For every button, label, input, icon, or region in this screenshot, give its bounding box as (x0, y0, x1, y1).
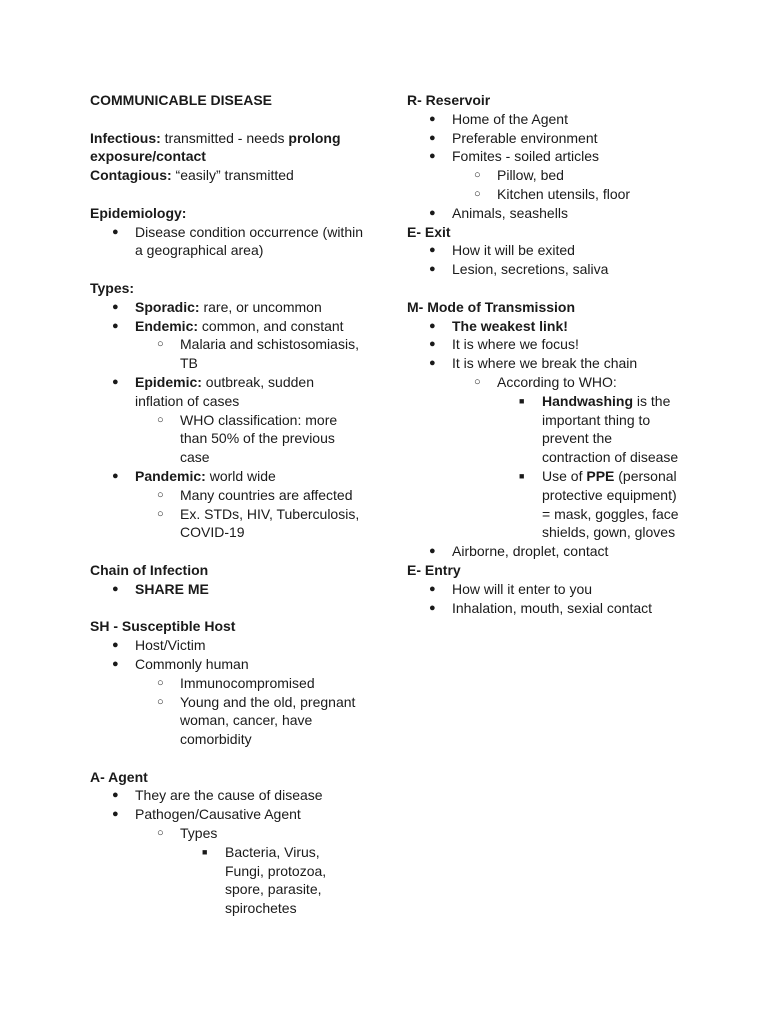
list-subsubitem-cont: = mask, goggles, face (542, 505, 679, 522)
list-item: ● Inhalation, mouth, sexial contact (429, 599, 653, 616)
circle-bullet-icon: ○ (157, 413, 164, 426)
list-item: ● Animals, seashells (429, 204, 568, 221)
bullet-icon: ● (112, 469, 119, 482)
circle-bullet-icon: ○ (157, 676, 164, 689)
list-subitem-cont: case (180, 449, 210, 466)
infectious-definition-cont: exposure/contact (90, 148, 206, 165)
list-item: ● How it will be exited (429, 242, 575, 259)
bullet-icon: ● (429, 112, 436, 125)
chain-heading: Chain of Infection (90, 561, 209, 578)
list-item: ● Endemic: common, and constant (112, 317, 344, 334)
list-item: ● Host/Victim (112, 637, 206, 654)
list-subitem: ○ Kitchen utensils, floor (474, 185, 631, 202)
bullet-icon: ● (429, 601, 436, 614)
circle-bullet-icon: ○ (157, 488, 164, 501)
list-subsubitem-cont: important thing to (542, 411, 651, 428)
list-subitem: ○ Ex. STDs, HIV, Tuberculosis, (157, 505, 360, 522)
list-subsubitem-cont: spore, parasite, (225, 881, 322, 898)
mode-of-transmission-heading: M- Mode of Transmission (407, 298, 576, 315)
list-item: ● Disease condition occurrence (within (112, 223, 363, 240)
square-bullet-icon: ■ (519, 470, 525, 481)
bullet-icon: ● (112, 225, 119, 238)
list-item: ● Home of the Agent (429, 110, 568, 127)
susceptible-host-heading: SH - Susceptible Host (90, 618, 236, 635)
bullet-icon: ● (429, 582, 436, 595)
list-subsubitem-cont: shields, gown, gloves (542, 524, 676, 541)
list-item: ● SHARE ME (112, 580, 209, 597)
circle-bullet-icon: ○ (474, 375, 481, 388)
square-bullet-icon: ■ (519, 395, 525, 406)
list-subitem: ○ WHO classification: more (157, 411, 338, 428)
circle-bullet-icon: ○ (474, 187, 481, 200)
bullet-icon: ● (112, 300, 119, 313)
list-item: ● Sporadic: rare, or uncommon (112, 298, 322, 315)
circle-bullet-icon: ○ (157, 338, 164, 351)
list-item: ● Commonly human (112, 655, 249, 672)
circle-bullet-icon: ○ (157, 695, 164, 708)
bullet-icon: ● (112, 789, 119, 802)
bullet-icon: ● (112, 582, 119, 595)
list-subsubitem-cont: contraction of disease (542, 449, 679, 466)
list-subitem-cont: comorbidity (180, 731, 252, 748)
list-item: ● Epidemic: outbreak, sudden (112, 373, 314, 390)
exit-heading: E- Exit (407, 223, 451, 240)
list-subitem-cont: than 50% of the previous (180, 430, 335, 447)
entry-heading: E- Entry (407, 561, 461, 578)
right-column (407, 91, 707, 617)
list-item: ● Fomites - soiled articles (429, 148, 600, 165)
list-subsubitem-cont: Fungi, protozoa, (225, 862, 327, 879)
list-item-cont: a geographical area) (135, 242, 264, 259)
list-subitem: ○ Types (157, 825, 218, 842)
list-item: ● Pandemic: world wide (112, 467, 276, 484)
list-subsubitem: ■ Use of PPE (personal (519, 467, 677, 484)
bullet-icon: ● (112, 657, 119, 670)
list-item: ● Lesion, secretions, saliva (429, 261, 609, 278)
bullet-icon: ● (429, 131, 436, 144)
bullet-icon: ● (112, 375, 119, 388)
list-subitem-cont: woman, cancer, have (180, 712, 313, 729)
agent-heading: A- Agent (90, 768, 148, 785)
bullet-icon: ● (429, 319, 436, 332)
list-subitem-cont: COVID-19 (180, 524, 245, 541)
list-subitem: ○ Malaria and schistosomiasis, (157, 336, 359, 353)
list-item-cont: inflation of cases (135, 392, 240, 409)
square-bullet-icon: ■ (202, 846, 208, 857)
list-item: ● Pathogen/Causative Agent (112, 806, 301, 823)
list-item: ● It is where we focus! (429, 336, 579, 353)
list-subitem: ○ According to WHO: (474, 373, 617, 390)
list-subsubitem: ■ Handwashing is the (519, 392, 671, 409)
list-subsubitem-cont: spirochetes (225, 900, 297, 917)
bullet-icon: ● (429, 357, 436, 370)
bullet-icon: ● (112, 639, 119, 652)
bullet-icon: ● (112, 319, 119, 332)
infectious-definition: Infectious: transmitted - needs prolong (90, 129, 341, 146)
circle-bullet-icon: ○ (474, 169, 481, 182)
list-subsubitem: ■ Bacteria, Virus, (202, 843, 320, 860)
list-item: ● It is where we break the chain (429, 355, 638, 372)
list-subsubitem-cont: protective equipment) (542, 486, 677, 503)
bullet-icon: ● (429, 206, 436, 219)
types-heading: Types: (90, 279, 135, 296)
list-subsubitem-cont: prevent the (542, 430, 613, 447)
circle-bullet-icon: ○ (157, 827, 164, 840)
list-subitem: ○ Young and the old, pregnant (157, 693, 356, 710)
bullet-icon: ● (429, 244, 436, 257)
reservoir-heading: R- Reservoir (407, 92, 491, 108)
list-item: ● Airborne, droplet, contact (429, 543, 609, 560)
bullet-icon: ● (112, 808, 119, 821)
left-column (90, 91, 370, 918)
bullet-icon: ● (429, 545, 436, 558)
document-title: COMMUNICABLE DISEASE (90, 92, 273, 108)
bullet-icon: ● (429, 150, 436, 163)
list-item: ● Preferable environment (429, 129, 598, 146)
list-item: ● How will it enter to you (429, 580, 593, 597)
bullet-icon: ● (429, 338, 436, 351)
list-subitem: ○ Pillow, bed (474, 167, 564, 184)
list-subitem: ○ Many countries are affected (157, 486, 353, 503)
contagious-definition: Contagious: “easily” transmitted (90, 167, 294, 184)
list-subitem: ○ Immunocompromised (157, 674, 315, 691)
circle-bullet-icon: ○ (157, 507, 164, 520)
epidemiology-heading: Epidemiology: (90, 204, 187, 221)
list-item: ● They are the cause of disease (112, 787, 323, 804)
list-subitem-cont: TB (180, 355, 198, 372)
bullet-icon: ● (429, 263, 436, 276)
list-item: ● The weakest link! (429, 317, 568, 334)
